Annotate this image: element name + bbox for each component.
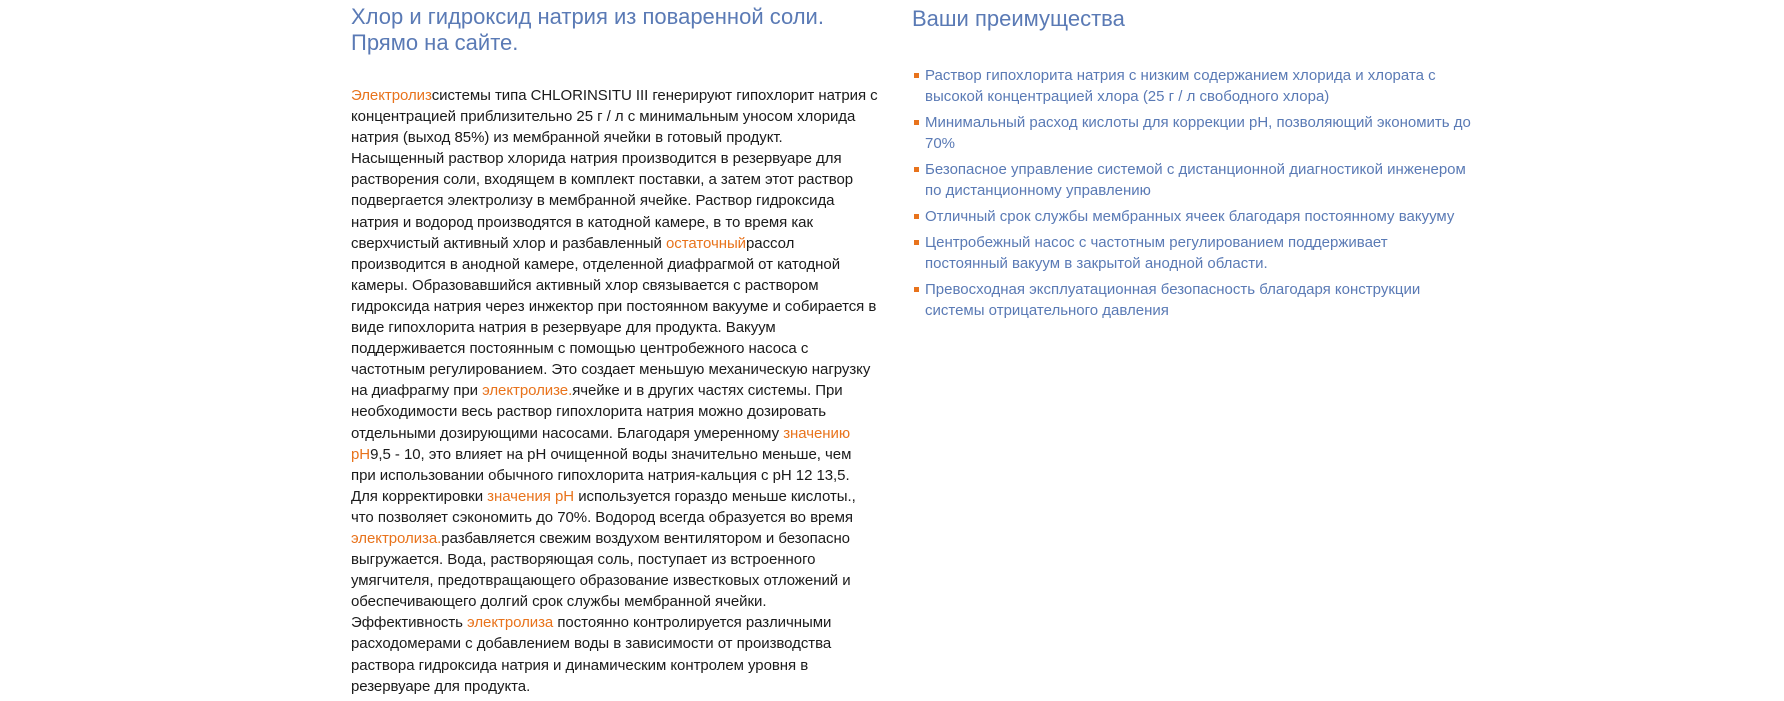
advantages-list bbox=[912, 65, 1472, 321]
square-bullet-icon bbox=[914, 240, 919, 245]
advantage-text: Превосходная эксплуатационная безопасность благодаря конструкции системы отрицательного давления bbox=[925, 281, 1421, 319]
advantage-item bbox=[912, 279, 1472, 321]
advantage-text: Безопасное управление системой с дистанционной диагностикой инженером по дистанционному управлению bbox=[925, 161, 1466, 199]
paragraph-text: разбавляется свежим воздухом вентилятором и безопасно выгружается. Вода, растворяющая соль, поступает из встроенного умягчителя, предотвращающего образование известковых отложений и обеспечивающего долгий срок службы мембранной ячейки. Эффективность bbox=[351, 529, 851, 632]
square-bullet-icon bbox=[914, 167, 919, 172]
description-paragraph bbox=[351, 85, 879, 697]
square-bullet-icon bbox=[914, 120, 919, 125]
advantage-text: Отличный срок службы мембранных ячеек благодаря постоянному вакууму bbox=[925, 208, 1455, 225]
advantage-text: Минимальный расход кислоты для коррекции pH, позволяющий экономить до 70% bbox=[925, 114, 1471, 152]
square-bullet-icon bbox=[914, 287, 919, 292]
paragraph-text: используется гораздо меньше кислоты., что позволяет сэкономить до 70%. Водород всегда образуется во время bbox=[351, 487, 856, 526]
main-content-column bbox=[351, 4, 879, 697]
advantage-text: Раствор гипохлорита натрия с низким содержанием хлорида и хлората с высокой концентрацией хлора (25 г / л свободного хлора) bbox=[925, 67, 1436, 105]
inline-link[interactable]: электролиза. bbox=[351, 529, 442, 547]
advantage-item bbox=[912, 232, 1472, 274]
page-title bbox=[351, 4, 879, 56]
inline-link[interactable]: значению pH bbox=[351, 424, 851, 463]
paragraph-text: системы типа CHLORINSITU III генерируют гипохлорит натрия с концентрацией приблизительно 25 г / л с минимальным уносом хлорида натрия (выход 85%) из мембранной ячейки в готовый продукт. Насыщенный раствор хлорида натрия производится в резервуаре для растворения соли, входящем в комплект поставки, а затем этот раствор подвергается электролизу в мембранной ячейке. Раствор гидроксида натрия и водород производятся в катодной камере, в то время как сверхчистый активный хлор и разбавленный bbox=[351, 87, 878, 252]
paragraph-text: постоянно контролируется различными расходомерами с добавлением воды в зависимости от производства раствора гидроксида натрия и динамическим контролем уровня в резервуаре для продукта. bbox=[351, 614, 832, 695]
inline-link[interactable]: электролизе. bbox=[482, 382, 573, 400]
inline-link[interactable]: значения pH bbox=[487, 487, 575, 505]
inline-link[interactable]: Электролиз bbox=[351, 87, 432, 104]
advantages-title: Ваши преимущества bbox=[912, 6, 1125, 31]
paragraph-text: рассол производится в анодной камере, отделенной диафрагмой от катодной камеры. Образовавшийся активный хлор связывается с раствором гидроксида натрия через инжектор при постоянном вакууме и собирается в виде гипохлорита натрия в резервуаре для продукта. Вакуум поддерживается постоянным с помощью центробежного насоса с частотным регулированием. Это создает меньшую механическую нагрузку на диафрагму при bbox=[351, 234, 877, 400]
square-bullet-icon bbox=[914, 214, 919, 219]
paragraph-text: ячейке и в других частях системы. При необходимости весь раствор гипохлорита натрия можно дозировать отдельными дозирующими насосами. Благодаря умеренному bbox=[351, 382, 843, 442]
advantages-column bbox=[912, 6, 1472, 326]
square-bullet-icon bbox=[914, 73, 919, 78]
inline-link[interactable]: электролиза bbox=[467, 614, 554, 632]
page-title-line-1: Хлор и гидроксид натрия из поваренной соли. bbox=[351, 4, 824, 29]
advantage-item bbox=[912, 112, 1472, 154]
advantage-item bbox=[912, 206, 1472, 227]
advantage-text: Центробежный насос с частотным регулированием поддерживает постоянный вакуум в закрытой анодной области. bbox=[925, 234, 1388, 272]
inline-link[interactable]: остаточный bbox=[665, 234, 747, 252]
page-title-line-2: Прямо на сайте. bbox=[351, 30, 519, 55]
paragraph-text: 9,5 - 10, это влияет на pH очищенной воды значительно меньше, чем при использовании обычного гипохлорита натрия-кальция с pH 12 13,5. Для корректировки bbox=[351, 445, 852, 505]
advantage-item bbox=[912, 159, 1472, 201]
advantage-item bbox=[912, 65, 1472, 107]
